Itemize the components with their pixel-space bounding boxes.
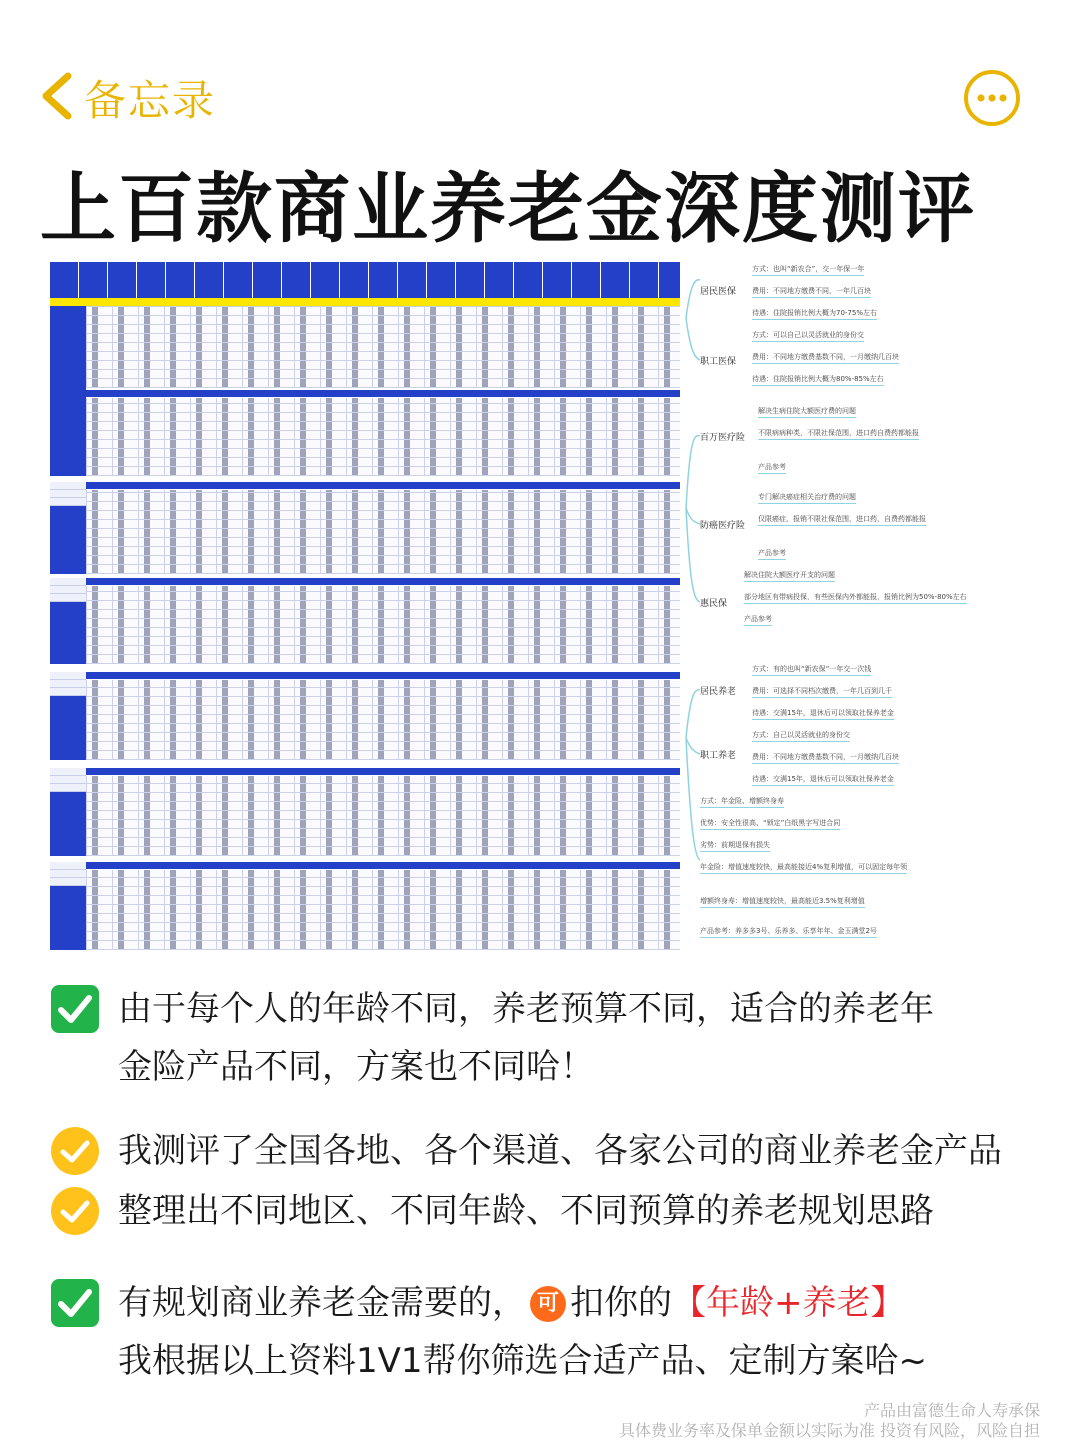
mindmap-leaf: 待遇：住院报销比例大概为70-75%左右 <box>752 308 877 320</box>
yellow-check-icon <box>50 1126 100 1176</box>
yellow-check-icon <box>50 1186 100 1236</box>
mindmap-leaf: 劣势：前期退保有损失 <box>700 840 770 852</box>
table-block <box>50 578 680 664</box>
mindmap-leaf: 年金险：增值速度较快，最高能接近4%复利增值，可以固定每年领 <box>700 862 907 874</box>
mindmap-leaf: 解决住院大额医疗开支的问题 <box>744 570 835 582</box>
bullet-line <box>118 1274 927 1332</box>
mindmap-node: 居民医保 <box>700 287 737 297</box>
bullet-text: 整理出不同地区、不同年龄、不同预算的养老规划思路 <box>118 1191 934 1231</box>
bullet-item <box>50 980 1070 1100</box>
mindmap-leaf: 优势：安全性很高、“锁定”白纸黑字写进合同 <box>700 818 840 830</box>
mindmap-leaf: 待遇：交满15年，退休后可以领取社保养老金 <box>752 708 894 720</box>
table-block <box>50 862 680 950</box>
mindmap-leaf: 费用：不同地方缴费基数不同，一月缴纳几百块 <box>752 352 899 364</box>
mindmap-leaf: 产品参考：养多多3号、乐养多、乐享年年、金玉满堂2号 <box>700 926 877 938</box>
mindmap-leaf: 产品参考 <box>758 548 786 560</box>
bullet-line: 由于每个人的年龄不同，养老预算不同，适合的养老年 <box>118 989 934 1029</box>
table-block <box>50 672 680 760</box>
more-options-icon[interactable] <box>962 68 1022 128</box>
mindmap-leaf: 方式：有的也叫“新农保”一年交一次钱 <box>752 664 871 676</box>
bullet-item <box>50 1274 1070 1394</box>
mindmap-node: 防癌医疗险 <box>700 521 746 531</box>
bullet-line: 金险产品不同，方案也不同哈！ <box>118 1047 594 1087</box>
nav-bar <box>0 0 1080 140</box>
mindmap-leaf: 费用：可选择不同档次缴费，一年几百到几千 <box>752 686 892 698</box>
mindmap-node: 惠民保 <box>700 599 728 609</box>
table-block <box>50 482 680 574</box>
mindmap-leaf: 费用：不同地方缴费基数不同，一月缴纳几百块 <box>752 752 899 764</box>
mindmap-leaf: 方式：年金险、增额终身寿 <box>700 796 784 808</box>
mindmap-leaf: 方式：也叫“新农合”，交一年保一年 <box>752 264 864 276</box>
mindmap-leaf: 费用：不同地方缴费不同，一年几百块 <box>752 286 871 298</box>
mindmap-leaf: 解决生病住院大额医疗费的问题 <box>758 406 856 418</box>
bullet-item <box>50 1182 1070 1242</box>
mindmap-leaf: 产品参考 <box>758 462 786 474</box>
mindmap-leaf: 不限病病种类，不限社保范围，进口药自费药都能报 <box>758 428 919 440</box>
bullet-text <box>118 980 934 1096</box>
disclaimer-line: 产品由富德生命人寿承保 <box>863 1401 1040 1420</box>
page-title: 上百款商业养老金深度测评 <box>40 164 976 253</box>
bullet-text: 我测评了全国各地、各个渠道、各家公司的商业养老金产品 <box>118 1131 1002 1171</box>
table-block <box>50 768 680 856</box>
bullet-text <box>118 1274 927 1390</box>
check-mark-icon <box>50 1278 100 1328</box>
mindmap-node: 百万医疗险 <box>700 433 746 443</box>
bullet-segment: 有规划商业养老金需要的， <box>118 1283 526 1323</box>
mindmap-leaf: 增额终身寿：增值速度较快，最高能近3.5%复利增值 <box>700 896 865 908</box>
mindmap-node: 居民养老 <box>700 687 737 697</box>
spreadsheet-preview-image <box>50 258 680 950</box>
bullet-item <box>50 1122 1070 1182</box>
mindmap-leaf: 仅限癌症，报销不限社保范围，进口药，自费药都能报 <box>758 514 926 526</box>
highlight-keyword: 【年龄+养老】 <box>672 1283 905 1323</box>
chevron-left-icon[interactable] <box>36 72 80 120</box>
mindmap-leaf: 方式：可以自己以灵活就业的身份交 <box>752 330 864 342</box>
bullet-segment: 扣你的 <box>570 1283 672 1323</box>
table-block <box>50 262 680 476</box>
mindmap-leaf: 专门解决癌症相关治疗费的问题 <box>758 492 856 504</box>
mindmap-node: 职工医保 <box>700 357 737 367</box>
mind-map <box>680 258 1010 950</box>
ke-badge-icon: 可 <box>530 1286 566 1322</box>
mindmap-leaf: 方式：自己以灵活就业的身份交 <box>752 730 850 742</box>
mindmap-leaf: 待遇：交满15年，退休后可以领取社保养老金 <box>752 774 894 786</box>
nav-title[interactable]: 备忘录 <box>84 76 217 125</box>
bullet-line: 我根据以上资料1V1帮你筛选合适产品、定制方案哈~ <box>118 1341 928 1381</box>
check-mark-icon <box>50 984 100 1034</box>
mindmap-leaf: 待遇：住院报销比例大概为80%-85%左右 <box>752 374 884 386</box>
mindmap-node: 职工养老 <box>700 751 737 761</box>
disclaimer-line: 具体费业务率及保单金额以实际为准 投资有风险，风险自担 <box>618 1421 1040 1440</box>
mindmap-leaf: 部分地区有带病投保，有些医保内外都能报，报销比例为50%-80%左右 <box>744 592 967 604</box>
mindmap-leaf: 产品参考 <box>744 614 772 626</box>
